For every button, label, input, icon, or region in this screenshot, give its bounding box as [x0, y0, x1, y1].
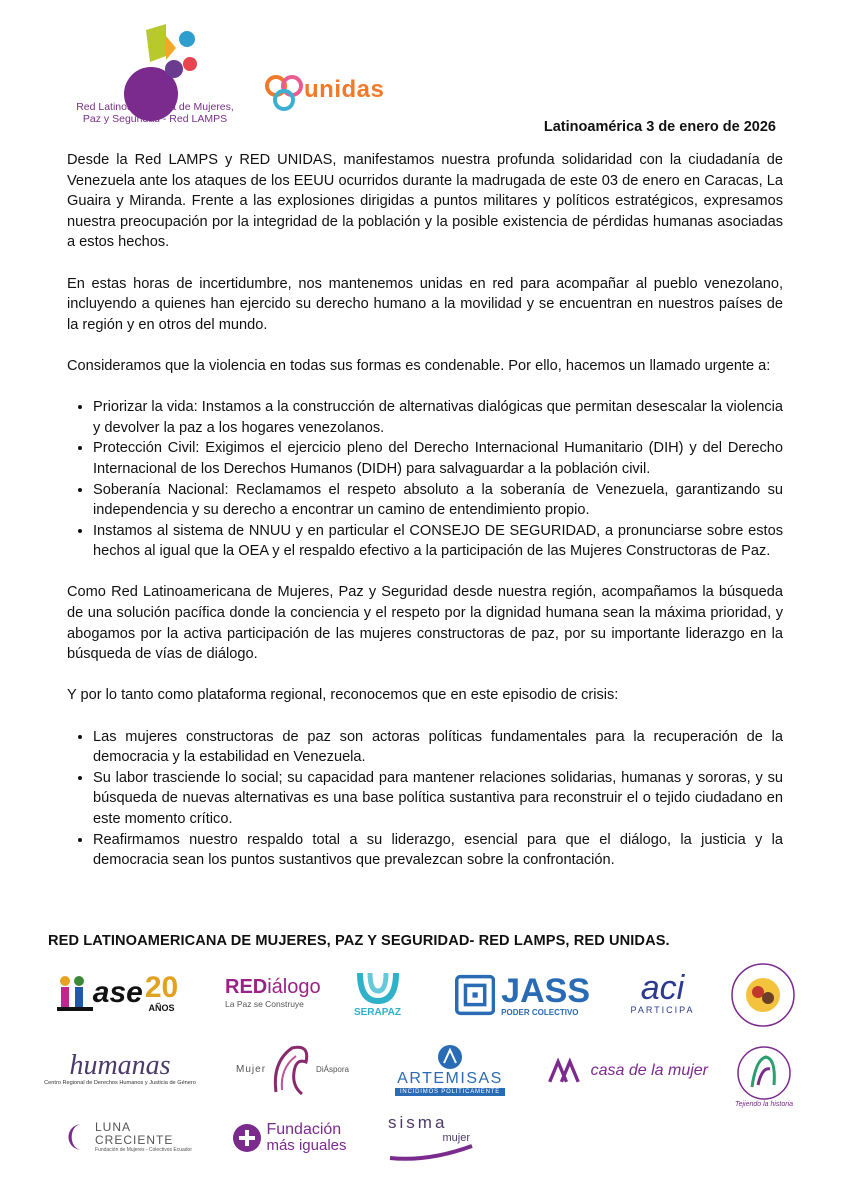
- iase-logo: [50, 965, 185, 1020]
- paragraph-5: Y por lo tanto como plataforma regional, reconocemos que en este episodio de crisis:: [67, 687, 619, 704]
- unidas-wordmark: unidas: [304, 76, 385, 103]
- diaspora-word: DiÁspora: [316, 1064, 349, 1074]
- artemisas-logo: [395, 1036, 505, 1104]
- artemisas-tagline: INCIDIMOS POLÍTICAMENTE: [395, 1088, 505, 1096]
- aci-tagline: PARTICIPA: [630, 1004, 695, 1015]
- plus-equals-icon: [232, 1123, 262, 1153]
- humanas-word: humanas: [69, 1050, 171, 1081]
- redialogo-red: RED: [225, 976, 268, 998]
- signatories-title: RED LATINOAMERICANA DE MUJERES, PAZ Y SEGURIDAD- RED LAMPS, RED UNIDAS.: [48, 933, 670, 949]
- redialogo-logo: [225, 965, 325, 1020]
- redialogo-ialogo: iálogo: [267, 976, 321, 998]
- mas-iguales-word: más iguales: [266, 1137, 347, 1154]
- luna-word: LUNA: [95, 1120, 132, 1134]
- lamps-caption-line-2: Paz y Seguridad - Red LAMPS: [82, 113, 228, 125]
- iase-anos: AÑOS: [148, 1002, 175, 1013]
- fundacion-mas-iguales-logo: [222, 1118, 357, 1158]
- casa-word: casa de la mujer: [590, 1062, 708, 1079]
- luna-creciente-logo: [62, 1112, 192, 1162]
- hair-silhouette-icon: [266, 1042, 316, 1096]
- lamps-caption-line-1: Red Latinoamericana de Mujeres,: [76, 101, 234, 113]
- sisma-swoosh-icon: [388, 1144, 474, 1162]
- recognition-list: [67, 727, 783, 871]
- luna-tagline: Fundación de Mujeres - Colectivos Ecuador: [95, 1147, 192, 1153]
- serapaz-word: SERAPAZ: [353, 1007, 402, 1018]
- iase-anniversary-number: 20: [144, 970, 179, 1004]
- ruta-pacifica-logo: [728, 960, 798, 1030]
- crescent-moon-icon: [62, 1117, 91, 1157]
- iase-word: ase: [92, 975, 143, 1009]
- fundacion-word: Fundación: [266, 1121, 342, 1138]
- casa-de-la-mujer-logo: [548, 1048, 708, 1094]
- sisma-mujer-logo: [388, 1110, 478, 1166]
- artemisas-word: ARTEMISAS: [397, 1070, 503, 1087]
- jass-logo: [455, 965, 590, 1025]
- colectivo-tejedoras-logo: [730, 1040, 798, 1112]
- list-item: • Protección Civil: Exigimos el ejercicio pleno del Derecho Internacional Humanitario (DIH) y del Derecho Internacional de los Derechos Humanos (DIDH) para salvaguardar a la población civil.: [93, 438, 783, 479]
- jass-word: JASS: [501, 971, 590, 1010]
- casa-figures-icon: [548, 1056, 587, 1086]
- humanas-tagline: Centro Regional de Derechos Humanos y Justicia de Género: [44, 1080, 196, 1086]
- jass-tagline: PODER COLECTIVO: [501, 1007, 579, 1017]
- artemisas-emblem-icon: [437, 1044, 463, 1070]
- colectivo-tagline: Tejiendo la historia: [734, 1100, 794, 1108]
- colectivo-seal-icon: [736, 1045, 792, 1101]
- list-item: • Priorizar la vida: Instamos a la construcción de alternativas dialógicas que permitan desescalar la violencia y devolver la paz a los hogares venezolanos.: [93, 397, 783, 438]
- list-item: • Su labor trasciende lo social; su capacidad para mantener relaciones solidarias, humanas y sororas, y su búsqueda de nuevas alternativas es una base política sustantiva para reconstruir el o tejido ciudadano en este momento crítico.: [93, 768, 783, 830]
- jass-pattern-icon: [455, 972, 495, 1018]
- creciente-word: CRECIENTE: [95, 1133, 174, 1147]
- list-item: • Soberanía Nacional: Reclamamos el respeto absoluto a la soberanía de Venezuela, garantizando su independencia y su derecho a encontrar un camino de entendimiento propio.: [93, 480, 783, 521]
- serapaz-wave-icon: [356, 971, 400, 1007]
- mujer-diaspora-logo: [225, 1038, 360, 1100]
- paragraph-1: Desde la Red LAMPS y RED UNIDAS, manifestamos nuestra profunda solidaridad con la ciudadanía de Venezuela ante los ataques de los EEUU ocurridos durante la madrugada de este 03 de enero en Caracas, La Guaira y Miranda. Frente a las explosiones dirigidas a puntos militares y políticos estratégicos, expresamos nuestra preocupación por la integridad de la población y la posible existencia de pérdidas humanas asociadas a estos hechos.: [67, 152, 783, 251]
- list-item: • Reafirmamos nuestro respaldo total a su liderazgo, esencial para que el diálogo, la justicia y la democracia sean los puntos sustantivos que prevalezcan sobre la confrontación.: [93, 830, 783, 871]
- aci-participa-logo: [615, 965, 710, 1020]
- serapaz-logo: [345, 962, 410, 1027]
- people-icon: [57, 973, 93, 1013]
- mujer-word: Mujer: [236, 1063, 267, 1075]
- red-lamps-caption: [70, 101, 240, 125]
- paragraph-4: Como Red Latinoamericana de Mujeres, Paz y Seguridad desde nuestra región, acompañamos la búsqueda de una solución pacífica donde la conciencia y el respeto por la dignidad humana sean la máxima prioridad, y abogamos por la activa participación de las mujeres constructoras de paz, por su importante liderazgo en la búsqueda de vías de diálogo.: [67, 584, 783, 663]
- paragraph-3: Consideramos que la violencia en todas sus formas es condenable. Por ello, hacemos un llamado urgente a:: [67, 357, 771, 374]
- demands-list: [67, 397, 783, 562]
- aci-word: aci: [640, 968, 685, 1007]
- humanas-logo: [44, 1045, 196, 1093]
- document-date: Latinoamérica 3 de enero de 2026: [543, 119, 776, 135]
- list-item: • Instamos al sistema de NNUU y en particular el CONSEJO DE SEGURIDAD, a pronunciarse sobre estos hechos al igual que la OEA y el respaldo efectivo a la participación de las Mujeres Constructoras de Paz.: [93, 521, 783, 562]
- list-item: • Las mujeres constructoras de paz son actoras políticas fundamentales para la recuperación de la democracia y la estabilidad en Venezuela.: [93, 727, 783, 768]
- mujer-word: mujer: [442, 1132, 470, 1144]
- ruta-pacifica-seal-icon: [730, 962, 796, 1028]
- sisma-word: sisma: [388, 1113, 448, 1132]
- redialogo-tagline: La Paz se Construye: [225, 999, 304, 1009]
- paragraph-2: En estas horas de incertidumbre, nos mantenemos unidas en red para acompañar al pueblo venezolano, incluyendo a quienes han ejercido su derecho humano a la movilidad y se encuentran en nuestros países de la región y en otros del mundo.: [67, 275, 783, 333]
- letter-body: [67, 150, 783, 871]
